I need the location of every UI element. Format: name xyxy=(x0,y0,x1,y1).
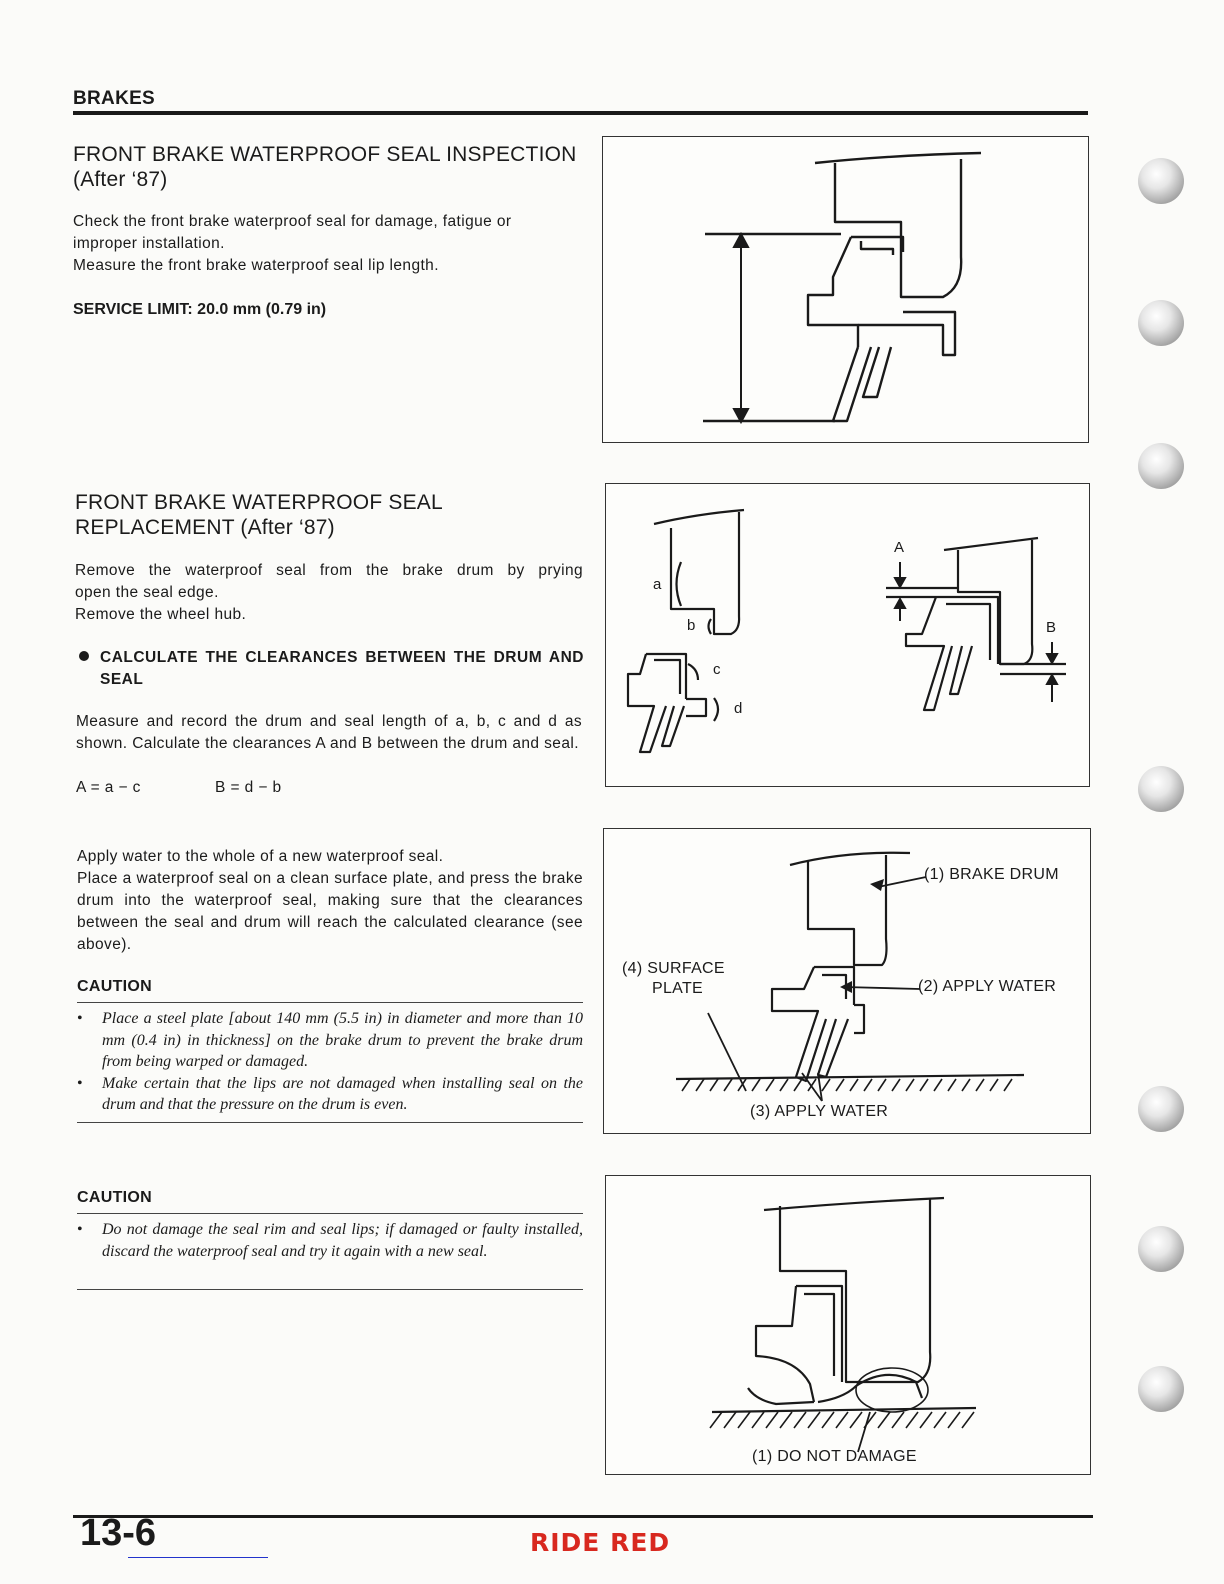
caution2-title: CAUTION xyxy=(77,1189,152,1206)
binder-hole xyxy=(1138,443,1184,489)
seal-lip-left xyxy=(748,1388,814,1404)
inspection-title xyxy=(73,142,577,192)
drum-outline xyxy=(808,855,887,965)
left-seal-rim xyxy=(646,654,686,699)
binder-hole xyxy=(1138,1086,1184,1132)
seal-lip-outer xyxy=(833,347,871,421)
lip-length-diagram xyxy=(603,137,1090,444)
d-bracket xyxy=(714,698,718,721)
page-number: 13-6 xyxy=(80,1512,157,1554)
caution1-item: • Make certain that the lips are not damaged when installing seal on the drum and that the pressure on the drum is even. xyxy=(77,1073,583,1116)
leader-do-not-damage xyxy=(858,1412,870,1452)
left-seal-lip xyxy=(662,706,684,746)
label-apply-water-3: (3) APPLY WATER xyxy=(750,1103,889,1120)
figure-clearances xyxy=(605,483,1090,787)
drum-outline xyxy=(780,1198,930,1382)
drum-top-edge xyxy=(764,1198,944,1210)
right-drum-outline xyxy=(958,540,1032,664)
label-B: B xyxy=(1046,619,1057,636)
label-surface-plate-line2: PLATE xyxy=(652,980,703,997)
clearance-diagram xyxy=(606,484,1091,788)
replacement-title-line1: FRONT BRAKE WATERPROOF SEAL xyxy=(75,491,443,514)
formula-b: B = d − b xyxy=(215,779,282,796)
seal-lip-inner xyxy=(863,347,891,397)
apply-text: Place a waterproof seal on a clean surface plate, and press the brake drum into the waterproof seal, making sure that the clearances between the seal and drum will reach the calculated clearance (see above). xyxy=(77,870,583,953)
formula-a: A = a − c xyxy=(76,779,141,796)
seal-flange xyxy=(854,1005,864,1033)
right-seal-body xyxy=(906,597,952,710)
drum-top-edge xyxy=(815,153,981,163)
label-a: a xyxy=(653,576,662,593)
caution2-item: • Do not damage the seal rim and seal lips; if damaged or faulty installed, discard the waterproof seal and try it again with a new seal. xyxy=(77,1219,583,1262)
footer-logo: RIDE RED xyxy=(530,1528,671,1557)
left-seal-body xyxy=(628,654,666,752)
left-drum-top xyxy=(654,510,744,524)
seal-body xyxy=(756,1286,814,1402)
left-seal-flange xyxy=(686,699,706,716)
arrow-brake-drum-icon xyxy=(870,879,884,891)
calculate-bullet xyxy=(79,647,584,691)
caution1-list xyxy=(77,1008,583,1116)
section-header: BRAKES xyxy=(73,88,156,109)
binder-hole xyxy=(1138,1366,1184,1412)
inspection-title-line1: FRONT BRAKE WATERPROOF SEAL INSPECTION xyxy=(73,143,577,166)
label-c: c xyxy=(713,661,721,678)
seal-body xyxy=(808,237,858,347)
binder-hole xyxy=(1138,158,1184,204)
figure-apply-water xyxy=(603,828,1091,1134)
caution1-rule-bottom xyxy=(77,1122,583,1123)
replacement-para-line2: open the seal edge. xyxy=(75,584,219,601)
surface-plate-line xyxy=(676,1075,1024,1079)
hatching xyxy=(710,1412,974,1428)
footer-link-underline[interactable] xyxy=(128,1557,268,1558)
right-drum-top xyxy=(944,538,1038,550)
replacement-para-line3: Remove the wheel hub. xyxy=(75,606,247,623)
seal-body xyxy=(772,967,826,1081)
label-A: A xyxy=(894,539,905,556)
replacement-paragraph xyxy=(75,560,583,626)
caution2-list xyxy=(77,1219,583,1262)
B-arrow-down-icon xyxy=(1047,654,1057,663)
figure-lip-length xyxy=(602,136,1089,443)
caution1-title: CAUTION xyxy=(77,978,152,995)
replacement-title xyxy=(75,490,443,540)
B-arrow-up-icon xyxy=(1047,675,1057,684)
label-do-not-damage: (1) DO NOT DAMAGE xyxy=(752,1448,917,1465)
label-b: b xyxy=(687,617,696,634)
a-bracket xyxy=(677,562,682,606)
binder-hole xyxy=(1138,766,1184,812)
replacement-para-line1: Remove the waterproof seal from the brake drum by prying xyxy=(75,562,583,579)
left-drum-outline xyxy=(671,512,739,634)
label-d: d xyxy=(734,700,743,717)
seal-rim xyxy=(796,1286,842,1382)
inspection-para-line1: Check the front brake waterproof seal for damage, fatigue or xyxy=(73,213,512,230)
inspection-para-line3: Measure the front brake waterproof seal lip length. xyxy=(73,257,439,274)
caution1-rule-top xyxy=(77,1002,583,1003)
caution2-rule-bottom xyxy=(77,1289,583,1290)
calculate-heading: CALCULATE THE CLEARANCES BETWEEN THE DRUM AND SEAL xyxy=(100,649,584,688)
leader-apply-water-2 xyxy=(844,987,920,989)
A-arrow-up-icon xyxy=(895,599,905,608)
seal-rim xyxy=(851,237,903,255)
caution2-rule-top xyxy=(77,1213,583,1214)
inspection-paragraph xyxy=(73,211,583,277)
replacement-title-line2: REPLACEMENT (After ‘87) xyxy=(75,516,335,539)
apply-line1: Apply water to the whole of a new waterproof seal. xyxy=(77,848,444,865)
binder-hole xyxy=(1138,300,1184,346)
service-limit: SERVICE LIMIT: 20.0 mm (0.79 in) xyxy=(73,301,327,318)
A-arrow-down-icon xyxy=(895,578,905,587)
footer-rule xyxy=(73,1515,1093,1518)
b-bracket xyxy=(709,619,712,634)
label-surface-plate-line1: (4) SURFACE xyxy=(622,960,725,977)
do-not-damage-diagram xyxy=(606,1176,1092,1476)
measure-paragraph: Measure and record the drum and seal length of a, b, c and d as shown. Calculate the clearances A and B between the drum and seal. xyxy=(76,713,582,752)
inspection-para-line2: improper installation. xyxy=(73,235,225,252)
right-seal-rim xyxy=(936,597,998,664)
figure-do-not-damage xyxy=(605,1175,1091,1475)
inspection-title-line2: (After ‘87) xyxy=(73,168,168,191)
bullet-dot-icon xyxy=(79,651,89,661)
right-seal-lip xyxy=(950,646,972,694)
seal-lip-right xyxy=(818,1375,922,1402)
dimension-arrow-up-icon xyxy=(734,234,748,247)
c-bracket xyxy=(688,664,698,680)
surface-line xyxy=(712,1408,976,1412)
header-rule xyxy=(73,111,1088,115)
apply-paragraph xyxy=(77,846,583,956)
seal-flange xyxy=(858,312,955,355)
drum-outline xyxy=(835,159,961,297)
label-brake-drum: (1) BRAKE DRUM xyxy=(924,866,1059,883)
hatching xyxy=(682,1079,1012,1091)
label-apply-water-2: (2) APPLY WATER xyxy=(918,978,1057,995)
caution1-item: • Place a steel plate [about 140 mm (5.5 in) in diameter and more than 10 mm (0.4 in) in thickness] on the brake drum to prevent the brake drum from being warped or damaged. xyxy=(77,1008,583,1073)
binder-hole xyxy=(1138,1226,1184,1272)
